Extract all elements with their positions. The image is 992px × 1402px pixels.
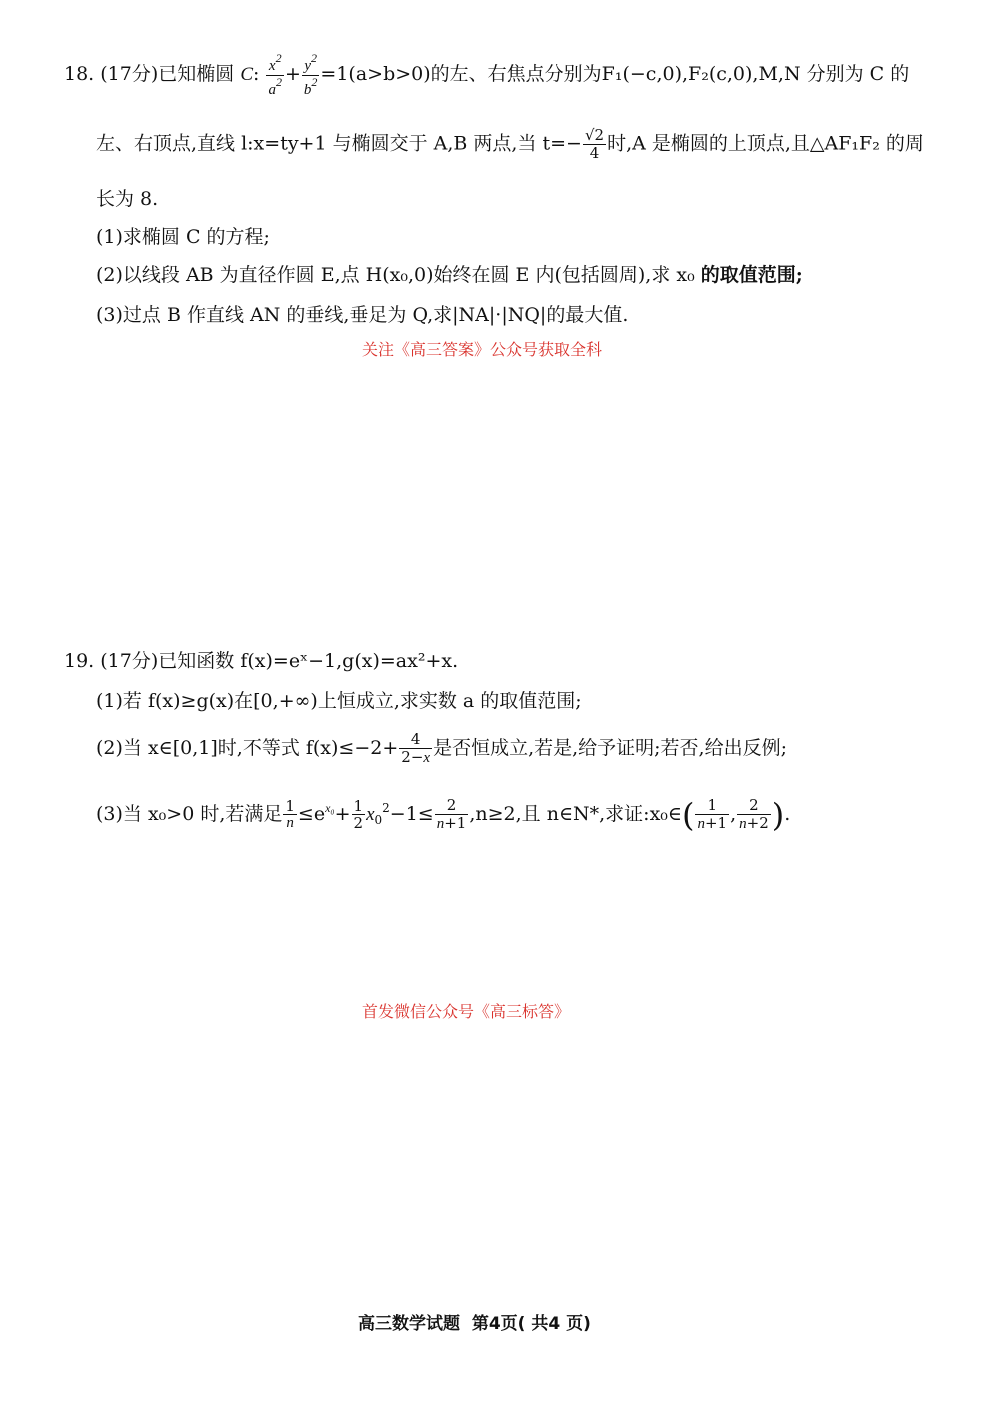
ellipse-term-x: $\frac{x^2}{a^2}$ xyxy=(268,51,282,98)
page-footer xyxy=(358,1316,591,1333)
q18-part2-b: 的取值范围; xyxy=(700,264,803,286)
q18-part2-a: (2)以线段 AB 为直径作圆 E,点 H(x₀,0)始终在圆 E 内(包括圆周),求 x₀ xyxy=(96,264,701,286)
q19-part3-a: (3)当 x₀>0 时,若满足 xyxy=(96,803,283,826)
q18-line1: 18. (17分)已知椭圆 C: $\frac{x^2}{a^2}$ + $\frac{y^2}{b^2}$ =1(a>b>0)的左、右焦点分别为F₁(−c,0),F₂(c,0),M,N 分别为 C 的 xyxy=(64,51,910,98)
q18-part2 xyxy=(96,266,803,285)
frac-1-over-2: $\frac{1}{2}$ xyxy=(353,796,364,833)
q19-part3-b: ,n≥2,且 n∈N*,求证:x₀∈ xyxy=(469,803,682,826)
ellipse-term-y: $\frac{y^2}{b^2}$ xyxy=(303,51,318,98)
frac-4-over-2-minus-x: $\frac{4}{2-x}$ xyxy=(401,730,431,766)
q19-number: 19. xyxy=(64,650,95,672)
frac-interval-right: $\frac{2}{n+2}$ xyxy=(739,796,769,832)
watermark-bottom: 首发微信公众号《高三标答》 xyxy=(362,1002,571,1021)
q18-line2-a: 左、右顶点,直线 l:x=ty+1 与椭圆交于 A,B 两点,当 t=− xyxy=(96,132,582,155)
q18-number: 18. xyxy=(64,63,95,86)
q18-line2-b: 时,A 是椭圆的上顶点,且△AF₁F₂ 的周 xyxy=(607,132,924,155)
frac-2-over-n-plus-1: $\frac{2}{n+1}$ xyxy=(436,796,467,832)
sqrt2-over-4: $\frac{√2}{4}$ xyxy=(584,126,605,162)
q19-score: (17分) xyxy=(100,650,159,672)
footer-subject: 高三数学试题 xyxy=(358,1314,460,1334)
frac-1-over-n: $\frac{1}{n}$ xyxy=(285,796,295,832)
q18-foci: F₁(−c,0),F₂(c,0),M,N 分别为 C 的 xyxy=(601,63,910,86)
q19-part2 xyxy=(96,732,787,766)
q18-ellipse-tail: =1(a>b>0)的左、右焦点分别为 xyxy=(320,63,602,86)
q19-part1: (1)若 f(x)≥g(x)在[0,+∞)上恒成立,求实数 a 的取值范围; xyxy=(96,690,582,712)
q19-part2-b: 是否恒成立,若是,给予证明;若否,给出反例; xyxy=(433,737,788,760)
q18-score: (17分) xyxy=(100,63,159,86)
q19-part3: (3)当 x₀>0 时,若满足 $\frac{1}{n}$ $\le e^{x_0}+$ $\frac{1}{2}$ $x_0^2-1\le$ $\frac{2}{n+1}$ ,n≥2,且 n∈N*,求证:x₀∈( $\frac{1}{n+1}$ , $\frac{2}{n+2}$ ). xyxy=(96,796,791,835)
q18-line3: 长为 8. xyxy=(96,188,159,210)
q19-stem: 已知函数 f(x)=eˣ−1,g(x)=ax²+x. xyxy=(158,650,459,672)
footer-page: 第4页( 共4 页) xyxy=(471,1314,591,1334)
q19-part2-a: (2)当 x∈[0,1]时,不等式 f(x)≤−2+ xyxy=(96,737,399,760)
q19-line1 xyxy=(64,652,458,671)
watermark-top: 关注《高三答案》公众号获取全科 xyxy=(362,340,603,359)
q18-intro: 已知椭圆 xyxy=(158,63,235,86)
q18-part3: (3)过点 B 作直线 AN 的垂线,垂足为 Q,求|NA|·|NQ|的最大值. xyxy=(96,304,629,326)
frac-interval-left: $\frac{1}{n+1}$ xyxy=(697,796,728,832)
q18-part1: (1)求椭圆 C 的方程; xyxy=(96,226,270,248)
q18-line2 xyxy=(96,128,924,161)
